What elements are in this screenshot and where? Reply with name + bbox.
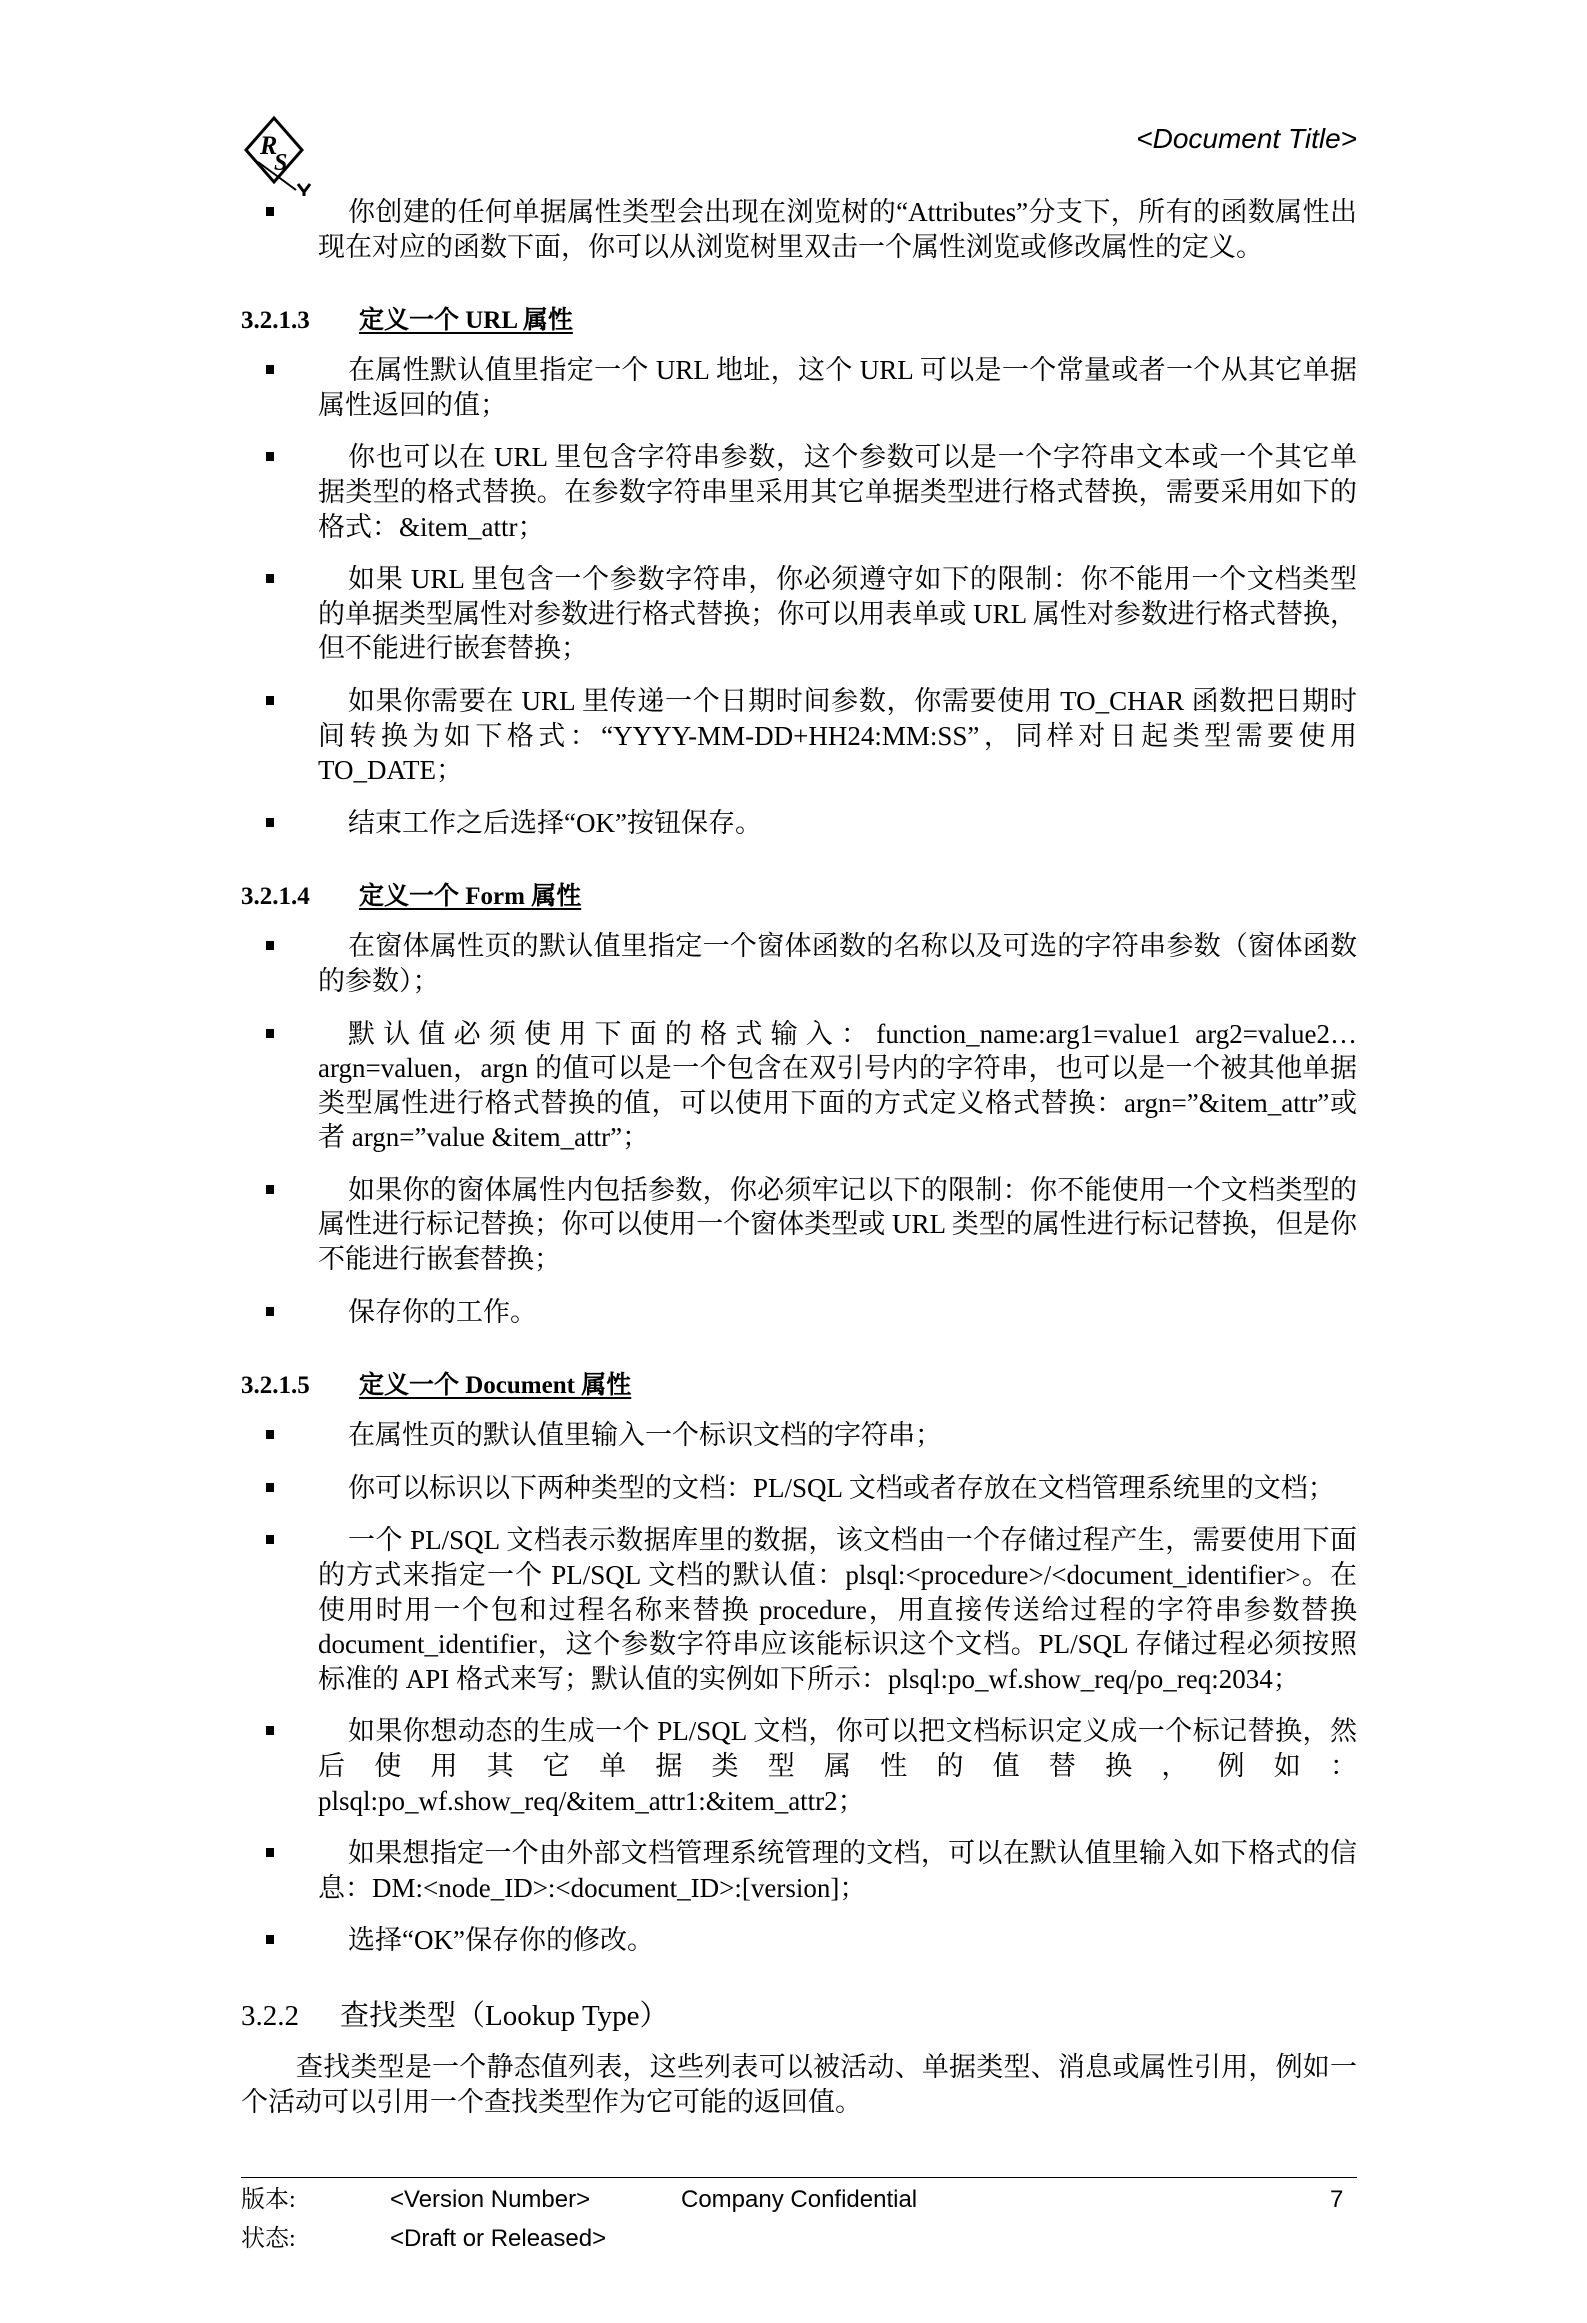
footer-version-label: 版本: [241,2187,296,2214]
bullet-icon [266,1430,274,1439]
bullet-icon [266,1029,274,1038]
bullet-icon [266,818,274,827]
bullet-icon [266,1535,274,1544]
list-item: 在属性页的默认值里输入一个标识文档的字符串； [318,1418,1357,1453]
bullet-icon [266,207,274,216]
company-logo [236,112,336,196]
list-item: 结束工作之后选择“OK”按钮保存。 [318,806,1357,841]
section-heading-3-2-1-4: 3.2.1.4 定义一个 Form 属性 [241,883,582,911]
footer-status-label: 状态: [241,2226,296,2253]
page-footer [241,2137,1357,2263]
footer-divider [241,2177,1357,2178]
document-title: <Document Title> [1136,123,1357,154]
footer-confidential: Company Confidential [681,2186,918,2214]
section-heading-3-2-1-3: 3.2.1.3 定义一个 URL 属性 [241,307,573,335]
bullet-icon [266,574,274,583]
svg-text:S: S [274,150,288,176]
bullet-icon [266,1307,274,1316]
list-item: 如果 URL 里包含一个参数字符串，你必须遵守如下的限制：你不能用一个文档类型的单据类型属性对参数进行格式替换；你可以用表单或 URL 属性对参数进行格式替换，但不能进行嵌套替换； [318,562,1357,666]
list-item: 保存你的工作。 [318,1295,1357,1330]
bullet-icon [266,1726,274,1735]
bullet-icon [266,696,274,705]
bullet-icon [266,1848,274,1857]
list-item: 你也可以在 URL 里包含字符串参数，这个参数可以是一个字符串文本或一个其它单据类型的格式替换。在参数字符串里采用其它单据类型进行格式替换，需要采用如下的格式：&item_attr； [318,440,1357,544]
list-item: 一个 PL/SQL 文档表示数据库里的数据，该文档由一个存储过程产生，需要使用下面的方式来指定一个 PL/SQL 文档的默认值：plsql:<procedure>/<document_identifier>。在使用时用一个包和过程名称来替换 procedure，用直接传送给过程的字符串参数替换 document_identifier，这个参数字符串应该能标识这个文档。PL/SQL 存储过程必须按照标准的 API 格式来写；默认值的实例如下所示：plsql:po_wf.show_req/po_req:2034； [318,1523,1357,1696]
list-item: 如果想指定一个由外部文档管理系统管理的文档，可以在默认值里输入如下格式的信息：DM:<node_ID>:<document_ID>:[version]； [318,1836,1357,1905]
footer-version-value: <Version Number> [390,2186,591,2214]
bullet-icon [266,1185,274,1194]
bullet-icon [266,941,274,950]
section-heading-3-2-2: 3.2.2 查找类型（Lookup Type） [241,1999,669,2032]
list-item: 你创建的任何单据属性类型会出现在浏览树的“Attributes”分支下，所有的函数属性出现在对应的函数下面，你可以从浏览树里双击一个属性浏览或修改属性的定义。 [318,195,1357,264]
bullet-icon [266,452,274,461]
list-item: 在窗体属性页的默认值里指定一个窗体函数的名称以及可选的字符串参数（窗体函数的参数）； [318,929,1357,998]
list-item: 如果你需要在 URL 里传递一个日期时间参数，你需要使用 TO_CHAR 函数把日期时间转换为如下格式：“YYYY-MM-DD+HH24:MM:SS”，同样对日起类型需要使用 TO_DATE； [318,684,1357,788]
page-header [241,0,1357,195]
list-item: 选择“OK”保存你的修改。 [318,1923,1357,1958]
list-item: 如果你想动态的生成一个 PL/SQL 文档，你可以把文档标识定义成一个标记替换，然后使用其它单据类型属性的值替换，例如：plsql:po_wf.show_req/&item_attr1:&item_attr2； [318,1714,1357,1818]
footer-row-status [241,2224,1357,2263]
svg-text:R: R [260,131,278,160]
section-heading-3-2-1-5: 3.2.1.5 定义一个 Document 属性 [241,1372,632,1400]
list-item: 如果你的窗体属性内包括参数，你必须牢记以下的限制：你不能使用一个文档类型的属性进行标记替换；你可以使用一个窗体类型或 URL 类型的属性进行标记替换，但是你不能进行嵌套替换； [318,1173,1357,1277]
bullet-icon [266,1935,274,1944]
list-item: 你可以标识以下两种类型的文档：PL/SQL 文档或者存放在文档管理系统里的文档； [318,1471,1357,1506]
footer-row-version [241,2185,1357,2224]
list-item: 默认值必须使用下面的格式输入：function_name:arg1=value1 arg2=value2…argn=valuen，argn 的值可以是一个包含在双引号内的字符串，也可以是一个被其他单据类型属性进行格式替换的值，可以使用下面的方式定义格式替换：argn=”&item_attr”或者 argn=”value &item_attr”； [318,1017,1357,1155]
bullet-icon [266,1483,274,1492]
bullet-icon [266,365,274,374]
page-number: 7 [1330,2186,1344,2214]
footer-status-value: <Draft or Released> [390,2225,607,2253]
list-item: 在属性默认值里指定一个 URL 地址，这个 URL 可以是一个常量或者一个从其它单据属性返回的值； [318,353,1357,422]
body-paragraph: 查找类型是一个静态值列表，这些列表可以被活动、单据类型、消息或属性引用，例如一个活动可以引用一个查找类型作为它可能的返回值。 [241,2051,1357,2117]
